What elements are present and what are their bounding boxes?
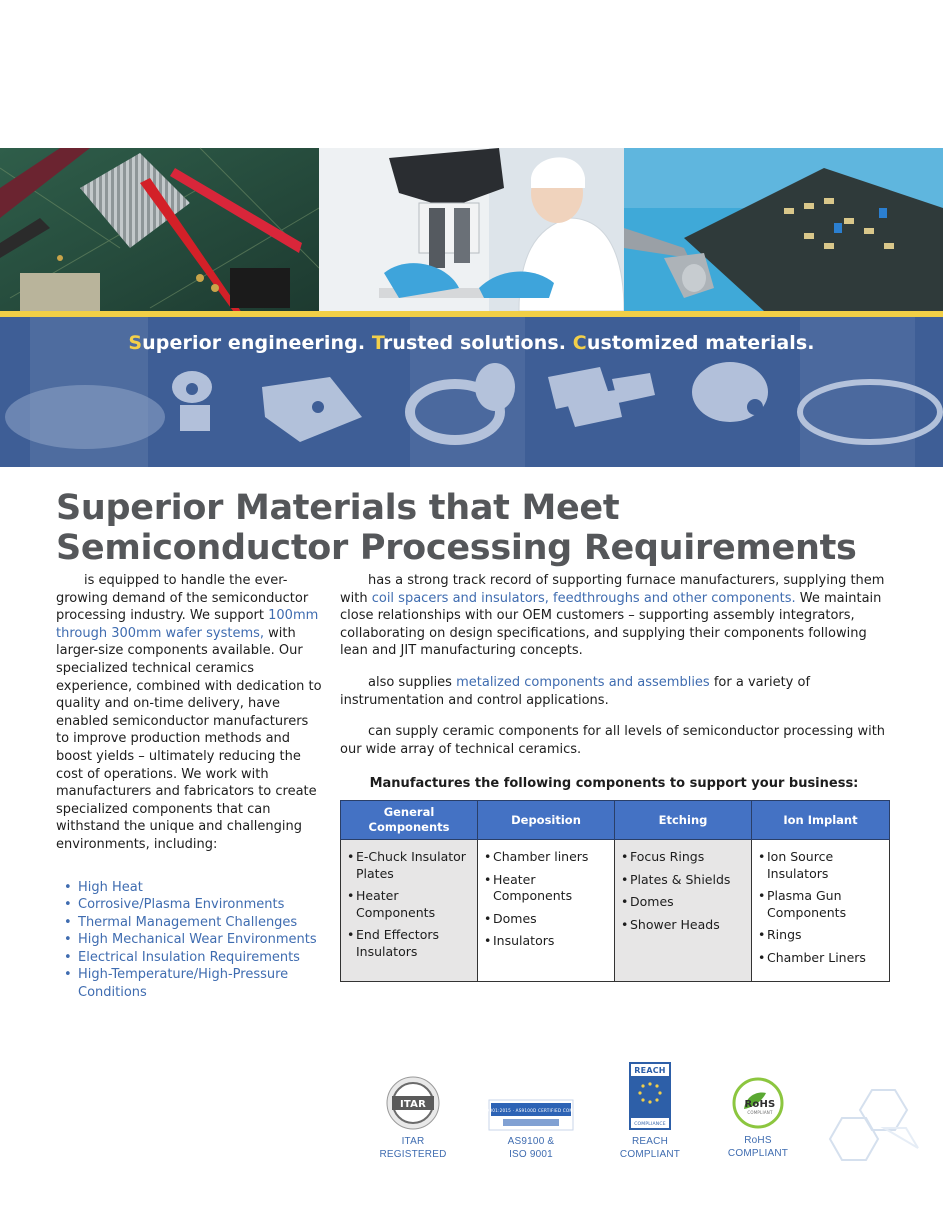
ion-implant-cell (752, 840, 890, 982)
table-header-row (341, 801, 890, 840)
metalized-text-b: for a variety of instrumentation and control applications. (340, 674, 811, 708)
cert-label: AS9100 & (507, 1136, 555, 1147)
list-item: • Domes (484, 911, 608, 928)
list-item: • High Heat (64, 879, 324, 897)
environment-list (56, 879, 324, 1002)
tagline-part: rusted solutions. (382, 332, 573, 354)
intro-text-b: with larger-size components available. Our specialized technical ceramics experience, combined with dedication to quality and on-time delivery, have enabled semiconductor manufacturers to improve production methods and boost yields – ultimately reducing the cost of operations. We work with manufacturers and fabricators to create specialized components that can withstand the unique and challenging environments, including: (56, 625, 322, 852)
rohs-badge-subtext: COMPLIANT (747, 1110, 773, 1115)
microscope-lab-photo (319, 148, 624, 311)
iso-certified-badge-icon (477, 1100, 585, 1130)
page-title (56, 488, 916, 568)
etching-cell (615, 840, 752, 982)
header-etching: Etching (615, 801, 752, 840)
tagline-banner (0, 317, 943, 467)
list-item: • High Mechanical Wear Environments (64, 931, 324, 949)
list-item: • Corrosive/Plasma Environments (64, 896, 324, 914)
intro-paragraph (56, 572, 324, 854)
itar-badge-text: ITAR (399, 1099, 427, 1110)
list-item: • Insulators (484, 933, 608, 950)
hexagon-decoration-icon (822, 1088, 926, 1168)
reach-badge-subtext: COMPLIANCE (634, 1122, 666, 1127)
list-item: • Chamber liners (484, 849, 608, 866)
itar-certification (372, 1076, 454, 1161)
list-item: • Plates & Shields (621, 872, 745, 889)
cert-label: COMPLIANT (727, 1147, 789, 1159)
cert-label: REGISTERED (379, 1148, 447, 1160)
deposition-cell (478, 840, 615, 982)
rohs-leaf-icon (732, 1077, 784, 1129)
list-item: • Electrical Insulation Requirements (64, 949, 324, 967)
list-item: • Heater Components (347, 888, 471, 921)
iso-certification (477, 1100, 585, 1161)
table-row (341, 840, 890, 982)
tagline (0, 332, 943, 354)
list-item: • High-Temperature/High-Pressure Conditions (64, 966, 324, 1001)
header-photo-strip (0, 148, 943, 311)
components-table (340, 800, 890, 982)
general-components-cell (341, 840, 478, 982)
header-general-components: General Components (341, 801, 478, 840)
list-item: • End Effectors Insulators (347, 927, 471, 960)
ceramics-text: can supply ceramic components for all levels of semiconductor processing with our wide array of technical ceramics. (340, 724, 886, 757)
list-item: • Rings (758, 927, 883, 944)
furnace-text-a: has a strong track record of supporting furnace manufacturers, supplying them with (340, 573, 885, 606)
list-item: • Heater Components (484, 872, 608, 905)
wafer-systems-link[interactable]: 100mm through 300mm wafer systems, (56, 608, 319, 641)
tagline-cap: S (128, 332, 143, 354)
page-title-line1: Superior Materials that Meet (56, 488, 620, 528)
cert-label: REACH (631, 1136, 668, 1147)
list-item: • Ion Source Insulators (758, 849, 883, 882)
list-item: • Plasma Gun Components (758, 888, 883, 921)
metalized-paragraph (340, 674, 888, 709)
list-item: • Shower Heads (621, 917, 745, 934)
intro-column (56, 572, 324, 1002)
rohs-certification (722, 1077, 794, 1160)
list-item: • Chamber Liners (758, 950, 883, 967)
list-item: • Focus Rings (621, 849, 745, 866)
details-column (340, 572, 888, 772)
iso-badge-text: ISO 9001:2015 · AS9100D CERTIFIED COMPANY (477, 1108, 585, 1113)
furnace-text-b: We maintain close relationships with our OEM customers – supporting assembly integrators, collaborating on design specifications, and supplying their components following lean and JIT manufacturing concepts. (340, 590, 882, 659)
intro-text-a: is equipped to handle the ever-growing demand of the semiconductor processing industry. We support (56, 573, 309, 624)
circuit-board-photo (0, 148, 319, 311)
reach-certification (612, 1062, 688, 1161)
reach-eu-stars-icon (629, 1062, 671, 1130)
tagline-part: uperior engineering. (142, 332, 372, 354)
coil-spacers-link[interactable]: coil spacers and insulators, feedthroughs and other components. (371, 590, 796, 606)
header-deposition: Deposition (478, 801, 615, 840)
metalized-text-a: also supplies (368, 674, 457, 690)
tagline-cap: T (371, 332, 383, 354)
list-item: • Domes (621, 894, 745, 911)
reach-badge-text: REACH (634, 1066, 666, 1075)
cert-label: ITAR (401, 1136, 425, 1147)
tagline-cap: C (572, 332, 587, 354)
cert-label: RoHS (744, 1135, 772, 1146)
pcb-probe-photo (624, 148, 943, 311)
table-title: Manufactures the following components to support your business: (369, 776, 859, 791)
list-item: • E-Chuck Insulator Plates (347, 849, 471, 882)
page-title-line2: Semiconductor Processing Requirements (56, 528, 857, 568)
itar-seal-icon (386, 1076, 440, 1130)
cert-label: ISO 9001 (509, 1148, 553, 1160)
ceramics-paragraph (340, 723, 888, 758)
header-ion-implant: Ion Implant (752, 801, 890, 840)
rohs-badge-text: RoHS (744, 1099, 776, 1110)
furnace-paragraph (340, 572, 888, 660)
metalized-components-link[interactable]: metalized components and assemblies (456, 674, 710, 690)
list-item: • Thermal Management Challenges (64, 914, 324, 932)
tagline-part: ustomized materials. (586, 332, 815, 354)
cert-label: COMPLIANT (619, 1148, 681, 1160)
